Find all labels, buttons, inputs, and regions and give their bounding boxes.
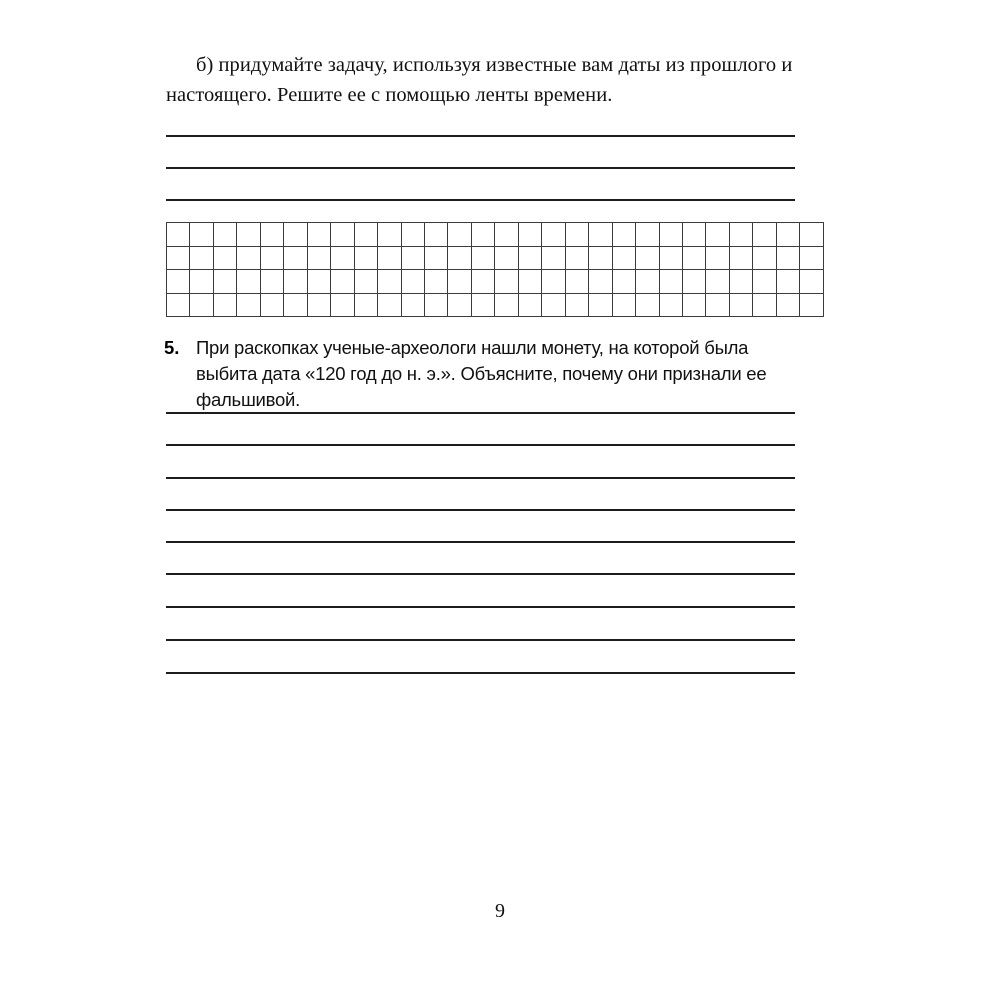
- grid-cell[interactable]: [378, 246, 401, 270]
- grid-cell[interactable]: [167, 270, 190, 294]
- grid-cell[interactable]: [612, 293, 635, 317]
- grid-cell[interactable]: [448, 223, 471, 247]
- grid-cell[interactable]: [307, 246, 330, 270]
- grid-cell[interactable]: [659, 293, 682, 317]
- answer-line-bottom-5: [166, 541, 795, 543]
- grid-cell[interactable]: [776, 293, 799, 317]
- grid-cell[interactable]: [378, 293, 401, 317]
- grid-cell[interactable]: [542, 246, 565, 270]
- grid-row: [167, 246, 824, 270]
- grid-cell[interactable]: [753, 270, 776, 294]
- grid-cell[interactable]: [800, 246, 823, 270]
- grid-cell[interactable]: [260, 270, 283, 294]
- grid-cell[interactable]: [471, 246, 494, 270]
- grid-cell[interactable]: [612, 246, 635, 270]
- calculation-grid: [166, 222, 795, 312]
- grid-cell[interactable]: [729, 293, 752, 317]
- grid-cell[interactable]: [331, 293, 354, 317]
- answer-line-bottom-9: [166, 672, 795, 674]
- grid-cell[interactable]: [495, 223, 518, 247]
- grid-cell[interactable]: [260, 246, 283, 270]
- grid-cell[interactable]: [565, 246, 588, 270]
- grid-cell[interactable]: [753, 246, 776, 270]
- grid-row: [167, 270, 824, 294]
- grid-cell[interactable]: [190, 293, 213, 317]
- grid-cell[interactable]: [237, 293, 260, 317]
- grid-cell[interactable]: [401, 293, 424, 317]
- grid-cell[interactable]: [331, 270, 354, 294]
- grid-cell[interactable]: [800, 293, 823, 317]
- grid-cell[interactable]: [565, 270, 588, 294]
- grid-cell[interactable]: [729, 223, 752, 247]
- intro-paragraph-block: [166, 50, 798, 110]
- grid-cell[interactable]: [213, 223, 236, 247]
- grid-cell[interactable]: [284, 246, 307, 270]
- grid-cell[interactable]: [518, 270, 541, 294]
- grid-cell[interactable]: [237, 246, 260, 270]
- grid-cell[interactable]: [776, 246, 799, 270]
- grid-cell[interactable]: [260, 223, 283, 247]
- grid-cell[interactable]: [542, 270, 565, 294]
- grid-cell[interactable]: [354, 246, 377, 270]
- grid-cell[interactable]: [776, 223, 799, 247]
- grid-cell[interactable]: [565, 293, 588, 317]
- grid-cell[interactable]: [542, 223, 565, 247]
- answer-line-bottom-6: [166, 573, 795, 575]
- grid-cell[interactable]: [776, 270, 799, 294]
- grid-cell[interactable]: [213, 293, 236, 317]
- grid-cell[interactable]: [307, 223, 330, 247]
- answer-line-bottom-2: [166, 444, 795, 446]
- grid-cell[interactable]: [401, 246, 424, 270]
- grid-cell[interactable]: [636, 246, 659, 270]
- grid-body: [167, 223, 824, 317]
- grid-cell[interactable]: [378, 270, 401, 294]
- grid-cell[interactable]: [284, 270, 307, 294]
- grid-cell[interactable]: [729, 270, 752, 294]
- grid-cell[interactable]: [682, 293, 705, 317]
- grid-cell[interactable]: [495, 246, 518, 270]
- grid-cell[interactable]: [612, 270, 635, 294]
- grid-cell[interactable]: [167, 223, 190, 247]
- task-5-number: 5.: [164, 337, 180, 358]
- grid-cell[interactable]: [471, 270, 494, 294]
- grid-row: [167, 223, 824, 247]
- answer-line-bottom-8: [166, 639, 795, 641]
- task-5-block: [164, 335, 804, 413]
- grid-cell[interactable]: [424, 246, 447, 270]
- grid-cell[interactable]: [424, 293, 447, 317]
- grid-cell[interactable]: [682, 223, 705, 247]
- grid-cell[interactable]: [331, 246, 354, 270]
- task-5-row: [164, 335, 804, 413]
- grid-cell[interactable]: [612, 223, 635, 247]
- grid-cell[interactable]: [589, 223, 612, 247]
- grid-cell[interactable]: [190, 246, 213, 270]
- grid-cell[interactable]: [495, 293, 518, 317]
- grid-cell[interactable]: [354, 223, 377, 247]
- grid-cell[interactable]: [424, 270, 447, 294]
- grid-cell[interactable]: [518, 223, 541, 247]
- grid-cell[interactable]: [659, 270, 682, 294]
- grid-cell[interactable]: [682, 270, 705, 294]
- grid-cell[interactable]: [471, 293, 494, 317]
- answer-line-top-2: [166, 167, 795, 169]
- grid-cell[interactable]: [213, 270, 236, 294]
- grid-cell[interactable]: [706, 223, 729, 247]
- grid-cell[interactable]: [307, 270, 330, 294]
- grid-cell[interactable]: [167, 293, 190, 317]
- grid-table: [166, 222, 824, 317]
- grid-cell[interactable]: [331, 223, 354, 247]
- grid-cell[interactable]: [589, 293, 612, 317]
- grid-cell[interactable]: [518, 246, 541, 270]
- grid-cell[interactable]: [401, 223, 424, 247]
- grid-cell[interactable]: [448, 293, 471, 317]
- grid-cell[interactable]: [753, 223, 776, 247]
- task-5-text: При раскопках ученые-археологи нашли монету, на которой была выбита дата «120 год до н. э.». Объясните, почему они признали ее фальшивой.: [196, 337, 767, 410]
- answer-line-top-3: [166, 199, 795, 201]
- answer-line-bottom-1: [166, 412, 795, 414]
- grid-cell[interactable]: [284, 223, 307, 247]
- grid-cell[interactable]: [237, 223, 260, 247]
- grid-cell[interactable]: [495, 270, 518, 294]
- intro-paragraph-text: б) придумайте задачу, используя известные вам даты из прошлого и настоящего. Решите ее с помощью ленты времени.: [166, 54, 793, 106]
- grid-cell[interactable]: [706, 270, 729, 294]
- grid-cell[interactable]: [284, 293, 307, 317]
- grid-cell[interactable]: [237, 270, 260, 294]
- grid-cell[interactable]: [518, 293, 541, 317]
- grid-cell[interactable]: [706, 246, 729, 270]
- grid-row: [167, 293, 824, 317]
- grid-cell[interactable]: [307, 293, 330, 317]
- grid-cell[interactable]: [260, 293, 283, 317]
- grid-cell[interactable]: [706, 293, 729, 317]
- answer-line-bottom-3: [166, 477, 795, 479]
- grid-cell[interactable]: [424, 223, 447, 247]
- grid-cell[interactable]: [659, 246, 682, 270]
- grid-cell[interactable]: [636, 293, 659, 317]
- grid-cell[interactable]: [589, 270, 612, 294]
- answer-line-bottom-7: [166, 606, 795, 608]
- grid-cell[interactable]: [729, 246, 752, 270]
- grid-cell[interactable]: [448, 270, 471, 294]
- grid-cell[interactable]: [448, 246, 471, 270]
- grid-cell[interactable]: [354, 293, 377, 317]
- grid-cell[interactable]: [354, 270, 377, 294]
- grid-cell[interactable]: [167, 246, 190, 270]
- grid-cell[interactable]: [800, 270, 823, 294]
- grid-cell[interactable]: [636, 223, 659, 247]
- grid-cell[interactable]: [753, 293, 776, 317]
- answer-line-bottom-4: [166, 509, 795, 511]
- grid-cell[interactable]: [589, 246, 612, 270]
- grid-cell[interactable]: [190, 270, 213, 294]
- grid-cell[interactable]: [401, 270, 424, 294]
- grid-cell[interactable]: [636, 270, 659, 294]
- grid-cell[interactable]: [213, 246, 236, 270]
- grid-cell[interactable]: [800, 223, 823, 247]
- answer-line-top-1: [166, 135, 795, 137]
- grid-cell[interactable]: [659, 223, 682, 247]
- grid-cell[interactable]: [378, 223, 401, 247]
- grid-cell[interactable]: [682, 246, 705, 270]
- grid-cell[interactable]: [542, 293, 565, 317]
- grid-cell[interactable]: [565, 223, 588, 247]
- grid-cell[interactable]: [190, 223, 213, 247]
- page-number: 9: [495, 900, 505, 922]
- grid-cell[interactable]: [471, 223, 494, 247]
